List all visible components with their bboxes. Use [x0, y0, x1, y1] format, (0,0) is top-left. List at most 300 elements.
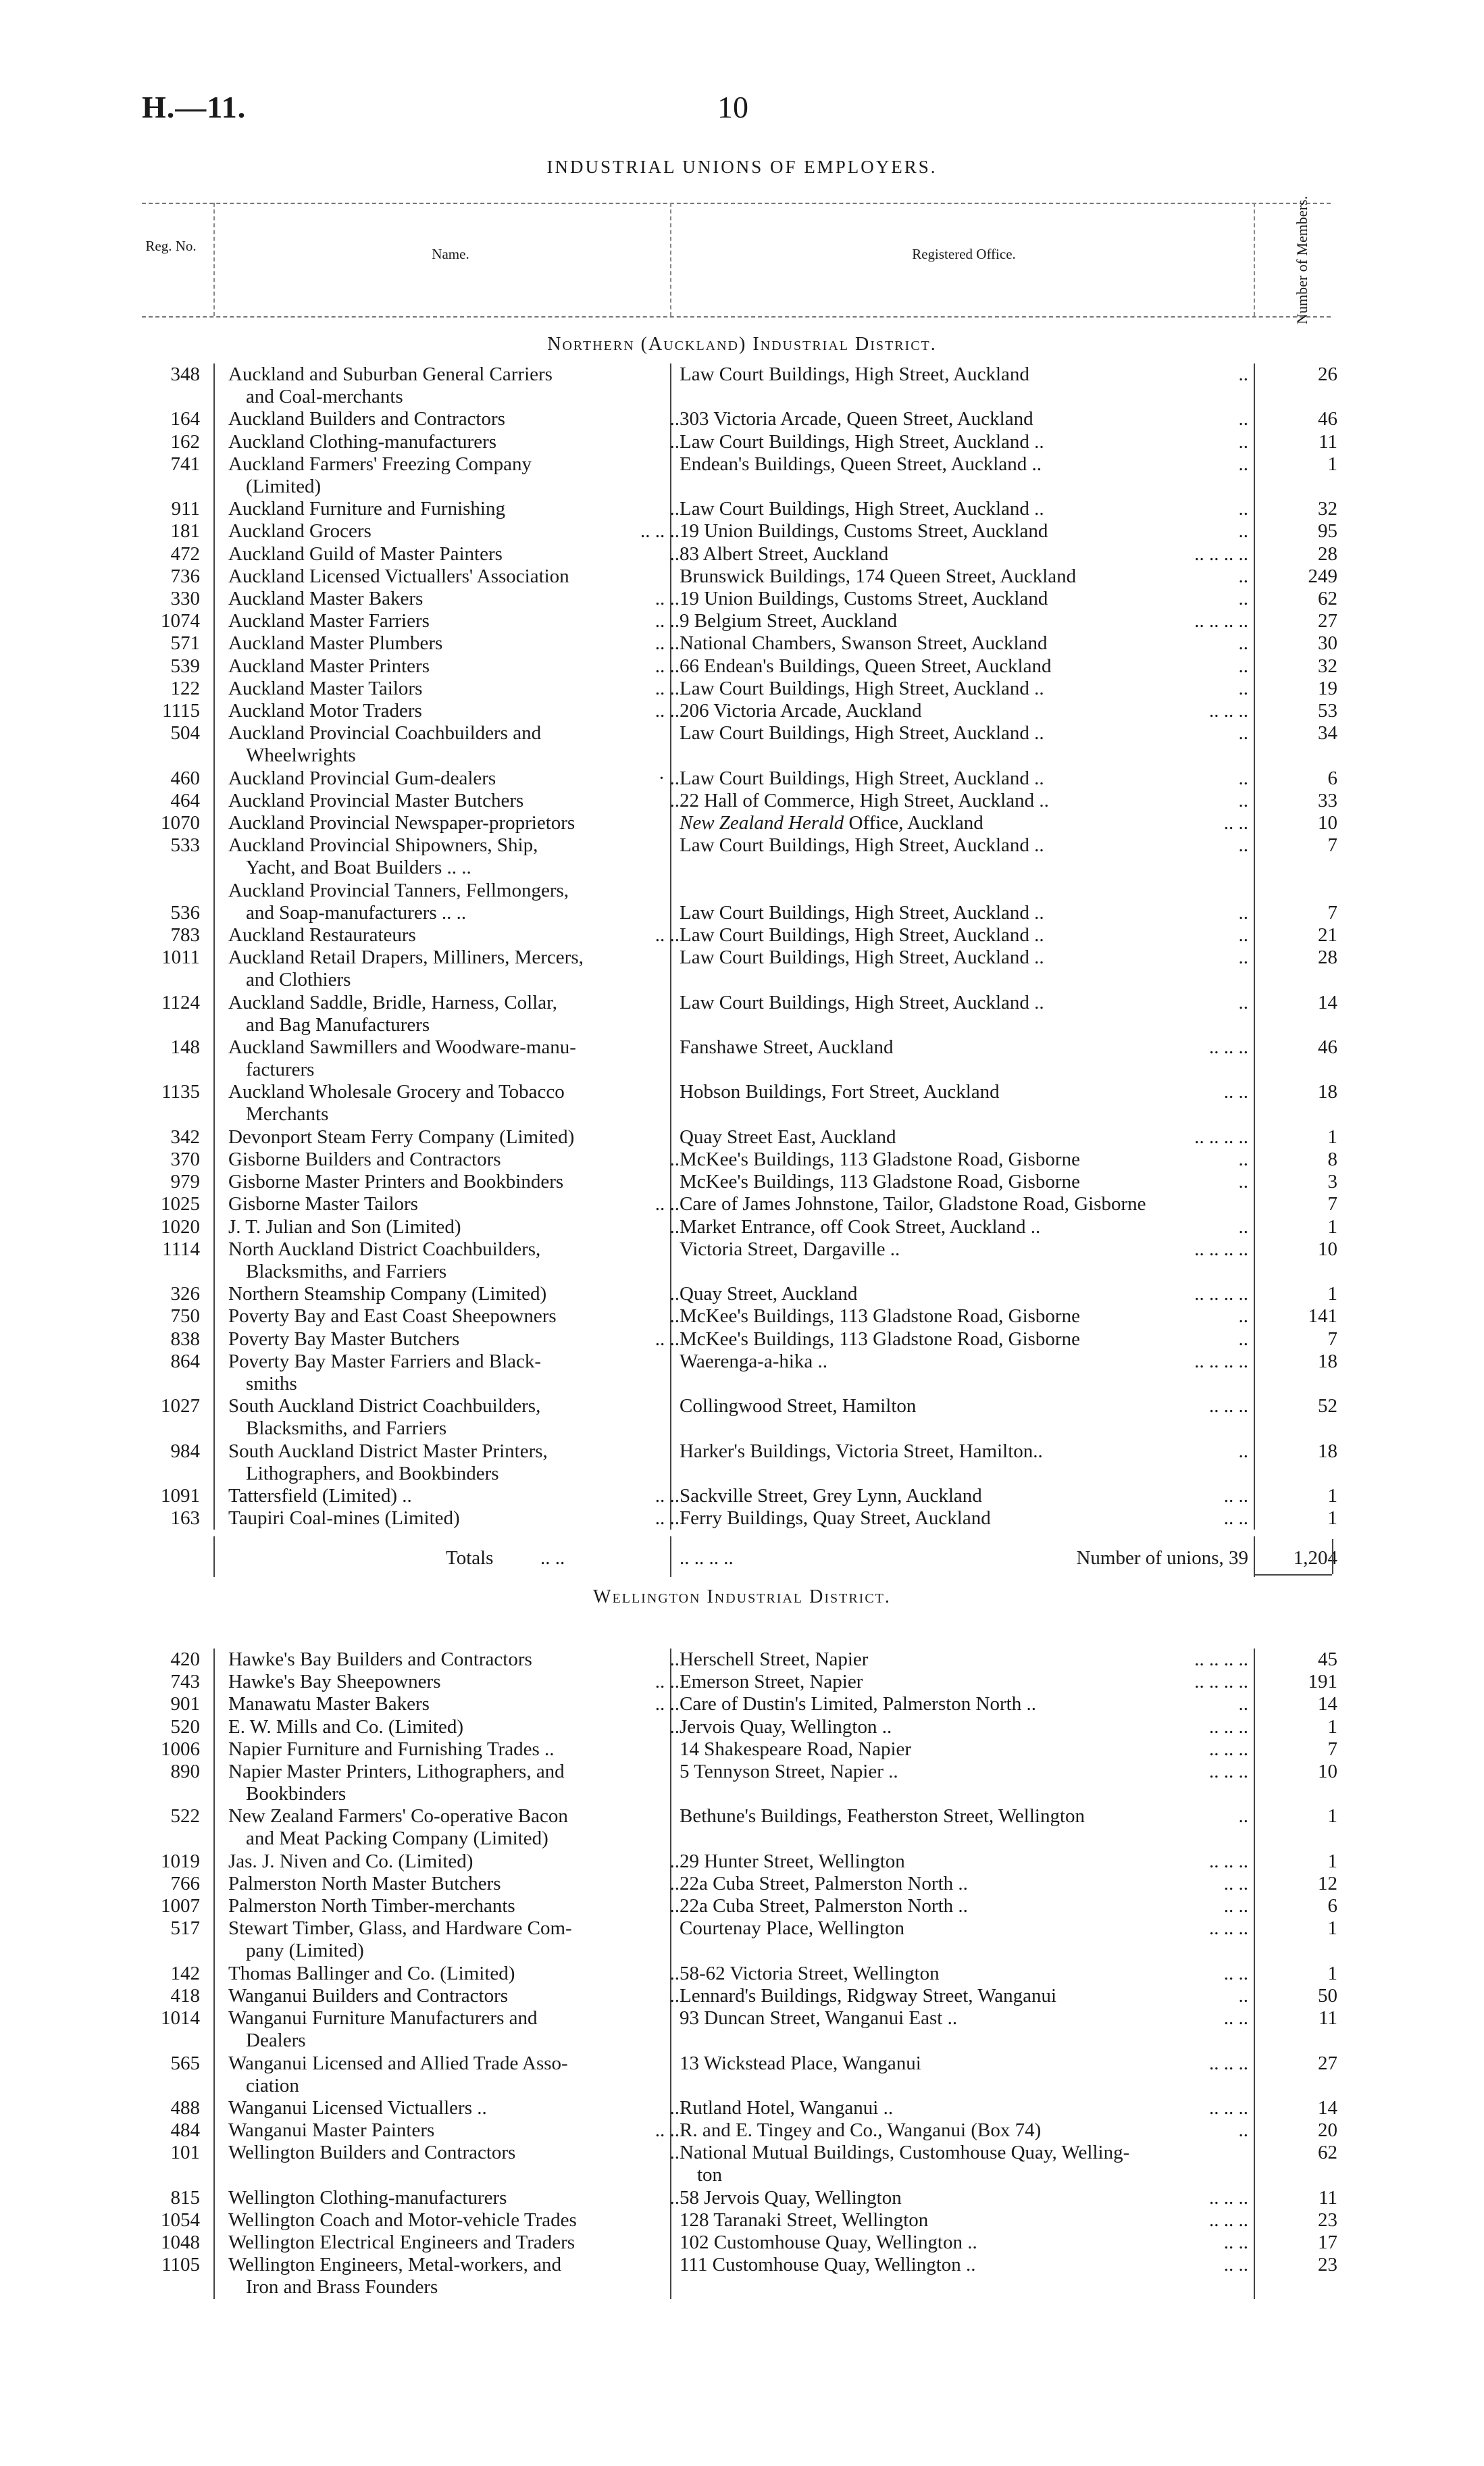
table-row: [142, 1328, 1337, 1351]
union-name-line-1: [228, 1283, 680, 1305]
reg-number: 330: [170, 588, 200, 609]
union-name: [228, 610, 680, 632]
office-text: Law Court Buildings, High Street, Auckland ..: [680, 947, 1044, 969]
union-name-line-1: [228, 1351, 680, 1373]
reg-number: 517: [170, 1917, 200, 1940]
page-title: INDUSTRIAL UNIONS OF EMPLOYERS.: [546, 157, 938, 177]
reg-number: 504: [170, 722, 200, 745]
union-name: [228, 1126, 680, 1149]
totals-office-dots: .. .. .. ..: [680, 1547, 734, 1569]
registered-office: [680, 1081, 1248, 1103]
union-name-line-1: [228, 2254, 680, 2276]
reg-number: 890: [170, 1761, 200, 1782]
union-name-line-1: [228, 2187, 680, 2209]
union-name-line-1: [228, 700, 680, 722]
union-name-line-1: [228, 1238, 680, 1261]
union-name: [228, 1851, 680, 1873]
union-name-line-2: Blacksmiths, and Farriers: [246, 1260, 447, 1282]
member-count: 23: [1318, 2254, 1337, 2276]
reg-number: 533: [170, 834, 200, 857]
registered-office: [680, 1895, 1248, 1917]
office-text: Sackville Street, Grey Lynn, Auckland: [680, 1485, 982, 1507]
office-text: New Zealand Herald Office, Auckland: [680, 812, 983, 834]
office-text: National Mutual Buildings, Customhouse Quay, Welling-: [680, 2142, 1130, 2164]
registered-office: [680, 1238, 1248, 1261]
name-leader-dots: [572, 1917, 680, 1940]
reg-number: 520: [170, 1715, 200, 1738]
registered-office: [680, 655, 1248, 678]
office-text: 206 Victoria Arcade, Auckland: [680, 700, 922, 722]
registered-office: [680, 632, 1248, 655]
union-name-text: Gisborne Master Tailors: [228, 1193, 418, 1215]
union-name-line-1: [228, 1507, 680, 1530]
office-leader-dots: .. .. .. ..: [1194, 1350, 1248, 1372]
name-leader-dots: ..: [669, 1649, 680, 1670]
name-leader-dots: .. ..: [655, 1693, 680, 1715]
table-row: [142, 1350, 1337, 1395]
reg-number: 1011: [161, 947, 200, 969]
office-text: 58 Jervois Quay, Wellington: [680, 2186, 902, 2209]
office-leader-dots: ..: [1238, 1985, 1248, 2007]
office-leader-dots: ..: [1238, 632, 1248, 655]
union-name: [228, 1985, 680, 2007]
office-text: 58-62 Victoria Street, Wellington: [680, 1962, 940, 1984]
office-leader-dots: ..: [1238, 1171, 1248, 1193]
union-name-line-1: [228, 520, 680, 543]
member-count: 7: [1327, 1328, 1337, 1350]
union-name: [228, 812, 680, 834]
member-count: 12: [1318, 1873, 1337, 1894]
member-count: 1: [1327, 1507, 1337, 1530]
name-leader-dots: .. ..: [655, 924, 680, 946]
office-text: 22a Cuba Street, Palmerston North ..: [680, 1895, 968, 1917]
table-row: [142, 1671, 1337, 1693]
office-text: 14 Shakespeare Road, Napier: [680, 1738, 912, 1760]
union-name-line-2: and Bag Manufacturers: [246, 1013, 430, 1036]
office-text: Quay Street, Auckland: [680, 1283, 858, 1305]
reg-number: 565: [170, 2052, 200, 2074]
union-name-line-1: [228, 1963, 680, 1985]
office-text: Law Court Buildings, High Street, Auckland ..: [680, 901, 1044, 924]
name-leader-dots: ..: [669, 498, 680, 520]
union-name: [228, 768, 680, 790]
union-name: [228, 1351, 680, 1395]
reg-number: 148: [170, 1036, 200, 1058]
registered-office: [680, 1761, 1248, 1783]
union-name-line-1: [228, 1671, 680, 1693]
member-count: 1: [1327, 1917, 1337, 1940]
reg-number: 326: [170, 1283, 200, 1305]
union-name-text: Tattersfield (Limited) ..: [228, 1485, 412, 1507]
registered-office: [680, 2053, 1248, 2075]
reg-number: 571: [170, 632, 200, 655]
union-name-text: Auckland Master Bakers: [228, 588, 424, 609]
office-leader-dots: .. ..: [1223, 1895, 1248, 1917]
union-name-line-2: ciation: [246, 2074, 299, 2096]
name-leader-dots: .. ..: [655, 610, 680, 632]
union-name-text: Auckland Sawmillers and Woodware-manu-: [228, 1036, 576, 1058]
union-name: [228, 1873, 680, 1895]
office-leader-dots: .. ..: [1223, 812, 1248, 834]
name-leader-dots: .. ..: [655, 632, 680, 655]
office-text: Law Court Buildings, High Street, Auckland ..: [680, 991, 1044, 1013]
registered-office: [680, 1716, 1248, 1738]
office-leader-dots: [1146, 1193, 1248, 1215]
name-leader-dots: [538, 2007, 680, 2030]
name-leader-dots: [553, 363, 680, 386]
registered-office: [680, 947, 1248, 969]
union-name-line-2: Dealers: [246, 2030, 306, 2052]
reg-number: 181: [170, 520, 200, 543]
name-leader-dots: [557, 992, 680, 1014]
table-row: [142, 947, 1337, 991]
office-text: Brunswick Buildings, 174 Queen Street, Auckland: [680, 565, 1077, 587]
totals-union-count-text: Number of unions, 39: [1076, 1547, 1248, 1569]
table-row: [142, 991, 1337, 1036]
member-count: 1: [1327, 1805, 1337, 1828]
office-leader-dots: .. .. ..: [1209, 1850, 1248, 1872]
member-count: 26: [1318, 363, 1337, 385]
union-name-line-2: (Limited): [246, 475, 322, 497]
office-text: Care of James Johnstone, Tailor, Gladstone Road, Gisborne: [680, 1193, 1146, 1215]
union-name-line-1: [228, 2097, 680, 2119]
member-count: 1: [1327, 1485, 1337, 1507]
union-name: [228, 632, 680, 655]
totals-member-count: 1,204: [1293, 1547, 1337, 1569]
name-leader-dots: ..: [669, 1305, 680, 1328]
union-name-text: South Auckland District Coachbuilders,: [228, 1395, 541, 1417]
office-leader-dots: .. .. .. ..: [1194, 610, 1248, 632]
union-name-line-2: and Soap-manufacturers .. ..: [246, 901, 467, 924]
reg-number: 741: [170, 453, 200, 475]
union-name: [228, 880, 680, 924]
table-row: [142, 1305, 1337, 1328]
union-name: [228, 1305, 680, 1328]
reg-number: 1135: [161, 1081, 200, 1103]
member-count: 21: [1318, 924, 1337, 946]
registered-office: [680, 1328, 1248, 1351]
office-text: Law Court Buildings, High Street, Auckland ..: [680, 430, 1044, 453]
union-name: [228, 655, 680, 678]
union-name-text: Auckland Master Farriers: [228, 610, 430, 632]
reg-number: 488: [170, 2097, 200, 2119]
office-text: 29 Hunter Street, Wellington: [680, 1850, 905, 1872]
registered-office: [680, 2119, 1248, 2142]
office-text: Jervois Quay, Wellington ..: [680, 1715, 892, 1738]
reg-number: 1027: [161, 1395, 200, 1417]
union-name-line-1: [228, 1851, 680, 1873]
member-count: 27: [1318, 610, 1337, 632]
office-leader-dots: ..: [1238, 453, 1248, 475]
header-divider-2: [670, 203, 671, 316]
member-count: 33: [1318, 789, 1337, 811]
name-leader-dots: [577, 2209, 680, 2232]
table-row: [142, 453, 1337, 498]
reg-number: 484: [170, 2119, 200, 2142]
union-name-text: Auckland Provincial Master Butchers: [228, 789, 524, 811]
reg-number: 1048: [161, 2232, 200, 2254]
registered-office: [680, 1851, 1248, 1873]
union-name-line-1: [228, 1149, 680, 1171]
office-text: Rutland Hotel, Wanganui ..: [680, 2097, 894, 2119]
union-name-text: Gisborne Builders and Contractors: [228, 1149, 501, 1170]
union-name-text: Auckland Licensed Victuallers' Association: [228, 565, 569, 587]
office-leader-dots: .. .. ..: [1209, 1715, 1248, 1738]
table-row: [142, 520, 1337, 543]
office-text: Care of Dustin's Limited, Palmerston North ..: [680, 1693, 1036, 1715]
northern-district-heading: Northern (Auckland) Industrial District.: [547, 334, 937, 355]
registered-office: [680, 678, 1248, 700]
reg-number: 1091: [161, 1485, 200, 1507]
reg-number: 370: [170, 1149, 200, 1170]
office-text: Law Court Buildings, High Street, Auckland: [680, 363, 1029, 385]
union-name-line-1: [228, 1395, 680, 1417]
reg-number: 348: [170, 363, 200, 385]
office-text: McKee's Buildings, 113 Gladstone Road, Gisborne: [680, 1305, 1080, 1328]
registered-office: [680, 2187, 1248, 2209]
table-row: [142, 1895, 1337, 1917]
reg-number: 420: [170, 1649, 200, 1670]
member-count: 249: [1308, 565, 1337, 587]
office-leader-dots: .. .. ..: [1209, 1761, 1248, 1782]
office-leader-dots: .. .. .. ..: [1194, 1649, 1248, 1670]
table-row: [142, 498, 1337, 520]
name-leader-dots: [584, 947, 680, 969]
office-text: McKee's Buildings, 113 Gladstone Road, Gisborne: [680, 1149, 1080, 1170]
union-name-line-1: [228, 453, 680, 476]
table-row: [142, 1693, 1337, 1715]
reg-number: 750: [170, 1305, 200, 1328]
office-text: National Chambers, Swanson Street, Auckland: [680, 632, 1048, 655]
office-text: Emerson Street, Napier: [680, 1671, 863, 1693]
registered-office: [680, 363, 1248, 386]
office-text: Collingwood Street, Hamilton: [680, 1395, 917, 1417]
office-leader-dots: .. ..: [1223, 1485, 1248, 1507]
member-count: 141: [1308, 1305, 1337, 1328]
name-leader-dots: .. ..: [655, 677, 680, 699]
name-leader-dots: [565, 1761, 680, 1783]
name-leader-dots: [532, 453, 680, 476]
registered-office: [680, 2007, 1248, 2030]
office-leader-dots: .. ..: [1223, 1081, 1248, 1103]
wellington-divider-3: [1254, 1649, 1255, 2299]
totals-underline: [1254, 1574, 1332, 1576]
member-count: 14: [1318, 1693, 1337, 1715]
name-leader-dots: [575, 2232, 680, 2254]
union-name-text: Jas. J. Niven and Co. (Limited): [228, 1850, 474, 1872]
union-name: [228, 1149, 680, 1171]
member-count: 10: [1318, 1238, 1337, 1260]
member-count: 34: [1318, 722, 1337, 745]
union-name: [228, 1895, 680, 1917]
office-leader-dots: .. .. ..: [1209, 2186, 1248, 2209]
member-count: 52: [1318, 1395, 1337, 1417]
name-leader-dots: [576, 1036, 680, 1059]
union-name: [228, 2142, 680, 2164]
member-count: 45: [1318, 1649, 1337, 1670]
office-leader-dots: ..: [1238, 722, 1248, 745]
union-name-line-2: and Meat Packing Company (Limited): [246, 1828, 548, 1850]
table-row: [142, 2007, 1337, 2052]
union-name-text: Wellington Electrical Engineers and Traders: [228, 2232, 575, 2254]
registered-office: [680, 1283, 1248, 1305]
union-name: [228, 543, 680, 565]
table-row: [142, 1081, 1337, 1126]
member-count: 10: [1318, 1761, 1337, 1782]
union-name-line-2: Bookbinders: [246, 1783, 347, 1805]
name-leader-dots: · ..: [658, 767, 680, 789]
union-name: [228, 520, 680, 543]
registered-office: [680, 1126, 1248, 1149]
union-name: [228, 1485, 680, 1507]
union-name-line-1: [228, 2053, 680, 2075]
table-row: [142, 632, 1337, 655]
registered-office: [680, 1216, 1248, 1238]
name-leader-dots: [563, 1171, 680, 1193]
union-name: [228, 588, 680, 610]
table-row: [142, 700, 1337, 722]
office-text: 9 Belgium Street, Auckland: [680, 610, 898, 632]
name-leader-dots: [555, 1738, 680, 1761]
member-count: 11: [1319, 2186, 1337, 2209]
union-name: [228, 992, 680, 1036]
member-count: 50: [1318, 1985, 1337, 2007]
table-row: [142, 1917, 1337, 1962]
registered-office: [680, 2254, 1248, 2276]
office-leader-dots: .. .. ..: [1209, 1917, 1248, 1940]
name-leader-dots: .. ..: [655, 1485, 680, 1507]
union-name: [228, 1171, 680, 1193]
office-text: Courtenay Place, Wellington: [680, 1917, 904, 1940]
table-row: [142, 588, 1337, 610]
member-count: 7: [1327, 901, 1337, 924]
union-name: [228, 1238, 680, 1283]
registered-office: [680, 1171, 1248, 1193]
union-name-line-1: [228, 1985, 680, 2007]
registered-office: [680, 790, 1248, 812]
member-count: 28: [1318, 543, 1337, 565]
table-row: [142, 1985, 1337, 2007]
registered-office: [680, 498, 1248, 520]
table-row: [142, 812, 1337, 834]
office-leader-dots: .. .. ..: [1209, 1036, 1248, 1058]
office-leader-dots: .. .. .. ..: [1194, 1671, 1248, 1693]
office-leader-dots: [1129, 2142, 1248, 2164]
office-leader-dots: .. .. ..: [1209, 2209, 1248, 2231]
reg-number: 911: [171, 498, 200, 520]
table-row: [142, 430, 1337, 453]
office-leader-dots: ..: [1238, 1805, 1248, 1828]
reg-number: 1020: [161, 1215, 200, 1238]
name-leader-dots: .. .. ..: [640, 520, 680, 543]
name-leader-dots: [561, 2254, 680, 2276]
registered-office: [680, 1985, 1248, 2007]
northern-divider-1: [213, 363, 215, 1530]
union-name-text: Auckland Furniture and Furnishing: [228, 498, 505, 520]
table-row: [142, 1962, 1337, 1985]
member-count: 11: [1319, 430, 1337, 453]
table-row: [142, 408, 1337, 430]
union-name-text: Auckland Farmers' Freezing Company: [228, 453, 532, 475]
reg-number: 163: [170, 1507, 200, 1530]
union-name-text: Poverty Bay and East Coast Sheepowners: [228, 1305, 557, 1328]
registered-office: [680, 812, 1248, 834]
office-text: Market Entrance, off Cook Street, Auckland ..: [680, 1215, 1041, 1238]
reg-number: 101: [170, 2142, 200, 2164]
reg-number: 162: [170, 430, 200, 453]
registered-office: [680, 543, 1248, 565]
reg-number: 1007: [161, 1895, 200, 1917]
office-text: 13 Wickstead Place, Wanganui: [680, 2052, 921, 2074]
reg-number: 736: [170, 565, 200, 587]
reg-number: 766: [170, 1873, 200, 1894]
member-count: 19: [1318, 677, 1337, 699]
union-name-line-1: [228, 722, 680, 745]
union-name-line-1: [228, 632, 680, 655]
registered-office: [680, 902, 1248, 924]
union-name-line-2: pany (Limited): [246, 1940, 364, 1962]
name-leader-dots: ..: [669, 1215, 680, 1238]
union-name: [228, 1328, 680, 1351]
registered-office: [680, 834, 1248, 857]
union-name-line-1: [228, 363, 680, 386]
name-leader-dots: .. ..: [655, 1328, 680, 1350]
table-row: [142, 2142, 1337, 2186]
office-text: 93 Duncan Street, Wanganui East ..: [680, 2007, 958, 2030]
office-text: 303 Victoria Arcade, Queen Street, Auckland: [680, 408, 1033, 430]
reg-number: 460: [170, 767, 200, 789]
registered-office: [680, 408, 1248, 430]
name-leader-dots: [568, 2053, 680, 2075]
member-count: 11: [1319, 2007, 1337, 2030]
member-count: 1: [1327, 1962, 1337, 1984]
northern-divider-2: [670, 363, 671, 1530]
member-count: 191: [1308, 1671, 1337, 1693]
member-count: 28: [1318, 947, 1337, 969]
office-leader-dots: .. .. .. ..: [1194, 1126, 1248, 1148]
union-name-line-1: [228, 2209, 680, 2232]
table-row: [142, 2254, 1337, 2298]
member-count: 10: [1318, 812, 1337, 834]
table-row: [142, 2209, 1337, 2232]
union-name: [228, 2053, 680, 2097]
office-text: Harker's Buildings, Victoria Street, Hamilton..: [680, 1440, 1043, 1462]
union-name-text: Wellington Engineers, Metal-workers, and: [228, 2254, 561, 2276]
union-name: [228, 1649, 680, 1671]
name-leader-dots: [568, 1805, 680, 1828]
table-row: [142, 1395, 1337, 1440]
union-name: [228, 2209, 680, 2232]
registered-office: [680, 453, 1248, 476]
totals-leader-dots: .. ..: [540, 1547, 565, 1569]
member-count: 3: [1327, 1171, 1337, 1193]
name-leader-dots: [575, 812, 680, 834]
union-name-line-2: and Clothiers: [246, 969, 351, 991]
office-leader-dots: .. .. .. ..: [1194, 1238, 1248, 1260]
union-name-text: Auckland and Suburban General Carriers: [228, 363, 553, 385]
union-name-line-2: facturers: [246, 1059, 315, 1080]
registered-office: [680, 1671, 1248, 1693]
union-name-line-2: Blacksmiths, and Farriers: [246, 1417, 447, 1440]
union-name-text: Wanganui Licensed and Allied Trade Asso-: [228, 2052, 568, 2074]
table-row: [142, 1440, 1337, 1485]
union-name-text: Auckland Saddle, Bridle, Harness, Collar,: [228, 991, 557, 1013]
table-row: [142, 1036, 1337, 1081]
table-row: [142, 1171, 1337, 1193]
totals-divider-2: [670, 1536, 671, 1577]
reg-number: 464: [170, 789, 200, 811]
union-name-line-1: [228, 768, 680, 790]
